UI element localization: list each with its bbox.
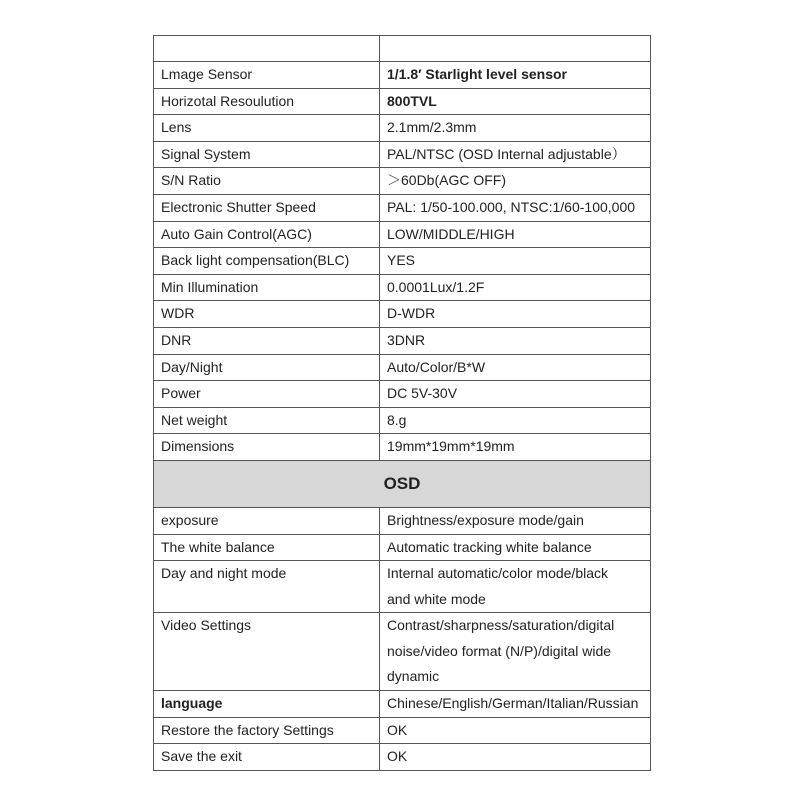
osd-label: Day and night mode xyxy=(154,561,380,613)
spec-value: ＞60Db(AGC OFF) xyxy=(380,168,651,195)
osd-row xyxy=(154,717,651,744)
spec-label: S/N Ratio xyxy=(154,168,380,195)
osd-label: The white balance xyxy=(154,534,380,561)
osd-label: Save the exit xyxy=(154,744,380,771)
spec-row xyxy=(154,168,651,195)
spec-label: Signal System xyxy=(154,141,380,168)
spec-value: Auto/Color/B*W xyxy=(380,354,651,381)
spec-row xyxy=(154,274,651,301)
spec-label: Auto Gain Control(AGC) xyxy=(154,221,380,248)
spec-value: D-WDR xyxy=(380,301,651,328)
spec-value: DC 5V-30V xyxy=(380,381,651,408)
spec-label: Net weight xyxy=(154,407,380,434)
osd-title: OSD xyxy=(154,460,651,507)
spec-row xyxy=(154,194,651,221)
spec-label: Min Illumination xyxy=(154,274,380,301)
spec-value: 1/1.8′ Starlight level sensor xyxy=(380,62,651,89)
osd-row xyxy=(154,613,651,691)
spec-value: YES xyxy=(380,248,651,275)
osd-value: OK xyxy=(380,717,651,744)
spec-row xyxy=(154,88,651,115)
osd-value-line: and white mode xyxy=(387,590,486,607)
osd-value-line: Contrast/sharpness/saturation/digital xyxy=(387,617,615,634)
spec-value: 8.g xyxy=(380,407,651,434)
blank-cell xyxy=(380,36,651,62)
spec-sheet xyxy=(153,35,650,771)
spec-row xyxy=(154,301,651,328)
spec-label: Lens xyxy=(154,115,380,142)
osd-label: Video Settings xyxy=(154,613,380,691)
osd-label: exposure xyxy=(154,507,380,534)
osd-row xyxy=(154,534,651,561)
spec-row xyxy=(154,141,651,168)
osd-row xyxy=(154,744,651,771)
spec-row xyxy=(154,327,651,354)
osd-value: Brightness/exposure mode/gain xyxy=(380,507,651,534)
osd-row xyxy=(154,561,651,613)
osd-value-line: noise/video format (N/P)/digital wide xyxy=(387,642,612,659)
spec-row xyxy=(154,354,651,381)
spec-row xyxy=(154,221,651,248)
spec-label: Lmage Sensor xyxy=(154,62,380,89)
spec-value: PAL/NTSC (OSD Internal adjustable） xyxy=(380,141,651,168)
spec-label: Horizotal Resoulution xyxy=(154,88,380,115)
spec-value: PAL: 1/50-100.000, NTSC:1/60-100,000 xyxy=(380,194,651,221)
osd-value: Automatic tracking white balance xyxy=(380,534,651,561)
spec-label: Day/Night xyxy=(154,354,380,381)
osd-value: Chinese/English/German/Italian/Russian xyxy=(380,691,651,718)
spec-table xyxy=(153,35,651,771)
spec-label: Electronic Shutter Speed xyxy=(154,194,380,221)
osd-section-header xyxy=(154,460,651,507)
spec-value: 0.0001Lux/1.2F xyxy=(380,274,651,301)
spec-row xyxy=(154,115,651,142)
osd-value: OK xyxy=(380,744,651,771)
spec-value: 19mm*19mm*19mm xyxy=(380,434,651,461)
spec-value: LOW/MIDDLE/HIGH xyxy=(380,221,651,248)
spec-label: Back light compensation(BLC) xyxy=(154,248,380,275)
osd-value xyxy=(380,561,651,613)
spec-row xyxy=(154,407,651,434)
spec-label: DNR xyxy=(154,327,380,354)
spec-label: Power xyxy=(154,381,380,408)
osd-label: Restore the factory Settings xyxy=(154,717,380,744)
spec-row xyxy=(154,434,651,461)
spec-row xyxy=(154,62,651,89)
spec-label: Dimensions xyxy=(154,434,380,461)
osd-label: language xyxy=(154,691,380,718)
osd-row xyxy=(154,507,651,534)
spec-value: 800TVL xyxy=(380,88,651,115)
spec-value: 3DNR xyxy=(380,327,651,354)
osd-value-line: dynamic xyxy=(387,668,440,685)
osd-value-line: Internal automatic/color mode/black xyxy=(387,565,608,582)
spec-row xyxy=(154,381,651,408)
spec-label: WDR xyxy=(154,301,380,328)
spec-value: 2.1mm/2.3mm xyxy=(380,115,651,142)
osd-value xyxy=(380,613,651,691)
spec-row xyxy=(154,248,651,275)
blank-cell xyxy=(154,36,380,62)
osd-row xyxy=(154,691,651,718)
blank-header-row xyxy=(154,36,651,62)
